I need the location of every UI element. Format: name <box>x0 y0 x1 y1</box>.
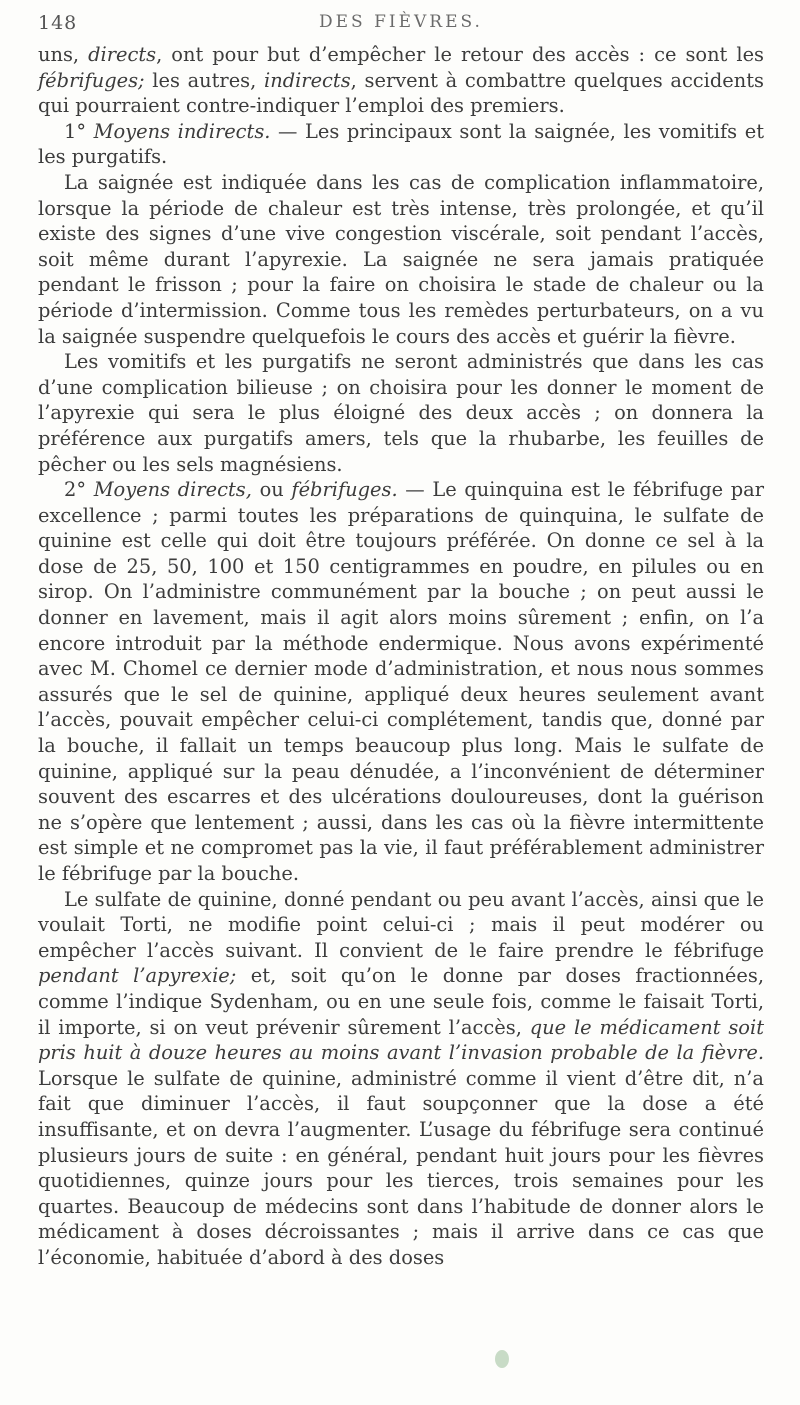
paragraph <box>38 349 764 477</box>
page-header <box>38 12 764 40</box>
text-run: 2° <box>64 478 94 502</box>
text-run: uns, <box>38 43 89 66</box>
italic-text: indirects <box>264 68 351 92</box>
body-text <box>38 42 764 1271</box>
paragraph <box>38 42 764 119</box>
text-run: La saignée est indiquée dans les cas de complication inflammatoire, lorsque la période de chaleur est très intense, très prolongée, et qu’il existe des signes d’une vive congestion viscérale, soit pendant l’accès, soit même durant l’apyrexie. La saignée ne sera jamais pratiquée pendant le frisson ; pour la faire on choisira le stade de chaleur ou la période d’intermission. Comme tous les remèdes perturbateurs, on a vu la saignée suspendre quelquefois le cours des accès et guérir la fièvre. <box>38 170 764 348</box>
paragraph <box>38 887 764 1271</box>
text-run: ou <box>251 478 292 502</box>
text-run: , ont pour but d’empêcher le retour des accès : ce sont les <box>156 43 764 66</box>
italic-text: Moyens directs, <box>93 478 252 502</box>
text-run: les autres, <box>144 68 264 92</box>
italic-text: fébrifuges; <box>38 68 145 92</box>
italic-text: fébrifuges. <box>291 478 398 502</box>
page-number: 148 <box>38 12 78 34</box>
text-run: Le sulfate de quinine, donné pendant ou peu avant l’accès, ainsi que le voulait Torti, ne modifie point celui-ci ; mais il peut modérer ou empêcher l’accès suivant. Il convient de le faire prendre le fébrifuge <box>38 887 764 962</box>
text-run: Les vomitifs et les purgatifs ne seront administrés que dans les cas d’une complication bilieuse ; on choisira pour les donner le moment de l’apyrexie qui sera le plus éloigné des deux accès ; on donnera la préférence aux purgatifs amers, tels que la rhubarbe, les feuilles de pêcher ou les sels magnésiens. <box>38 350 764 476</box>
text-run: Lorsque le sulfate de quinine, administré comme il vient d’être dit, n’a fait que diminuer l’accès, il faut soupçonner que la dose a été insuffisante, et on devra l’augmenter. L’usage du fébrifuge sera continué plusieurs jours de suite : en général, pendant huit jours pour les fièvres quotidiennes, quinze jours pour les tierces, trois semaines pour les quartes. Beaucoup de médecins sont dans l’habitude de donner alors le médicament à doses décroissantes ; mais il arrive dans ce cas que l’économie, habituée d’abord à des doses <box>38 1066 764 1269</box>
paragraph <box>38 119 764 170</box>
running-head: DES FIÈVRES. <box>319 12 483 32</box>
text-run: 1° <box>64 119 94 143</box>
italic-text: directs <box>88 43 157 66</box>
paragraph <box>38 170 764 349</box>
italic-text: que le médicament soit pris huit à douze heures au moins avant l’invasion probable de la fièvre. <box>38 1015 764 1065</box>
italic-text: pendant l’apyrexie; <box>38 964 237 988</box>
italic-text: Moyens indirects. <box>93 119 271 143</box>
paragraph <box>38 477 764 887</box>
paper-stain <box>495 1350 509 1368</box>
text-run: — Le quinquina est le fébrifuge par excellence ; parmi toutes les préparations de quinquina, le sulfate de quinine est celle qui doit être toujours préférée. On donne ce sel à la dose de 25, 50, 100 et 150 centigrammes en poudre, en pilules ou en sirop. On l’administre communément par la bouche ; on peut aussi le donner en lavement, mais il agit alors moins sûrement ; enfin, on l’a encore introduit par la méthode endermique. Nous avons expérimenté avec M. Chomel ce dernier mode d’administration, et nous nous sommes assurés que le sel de quinine, appliqué deux heures seulement avant l’accès, pouvait empêcher celui-ci complétement, tandis que, donné par la bouche, il fallait un temps beaucoup plus long. Mais le sulfate de quinine, appliqué sur la peau dénudée, a l’inconvénient de déterminer souvent des escarres et des ulcérations douloureuses, dont la guérison ne s’opère que lentement ; aussi, dans les cas où la fièvre intermittente est simple et ne compromet pas la vie, il faut préférablement administrer le fébrifuge par la bouche. <box>38 478 765 885</box>
text-run: et, soit qu’on le donne par doses fractionnées, comme l’indique Sydenham, ou en une seule fois, comme le faisait Torti, il importe, si on veut prévenir sûrement l’accès, <box>38 964 764 1039</box>
text-run: , servent à combattre quelques accidents qui pourraient contre-indiquer l’emploi des premiers. <box>38 68 764 118</box>
text-run: — Les principaux sont la saignée, les vomitifs et les purgatifs. <box>38 119 764 169</box>
